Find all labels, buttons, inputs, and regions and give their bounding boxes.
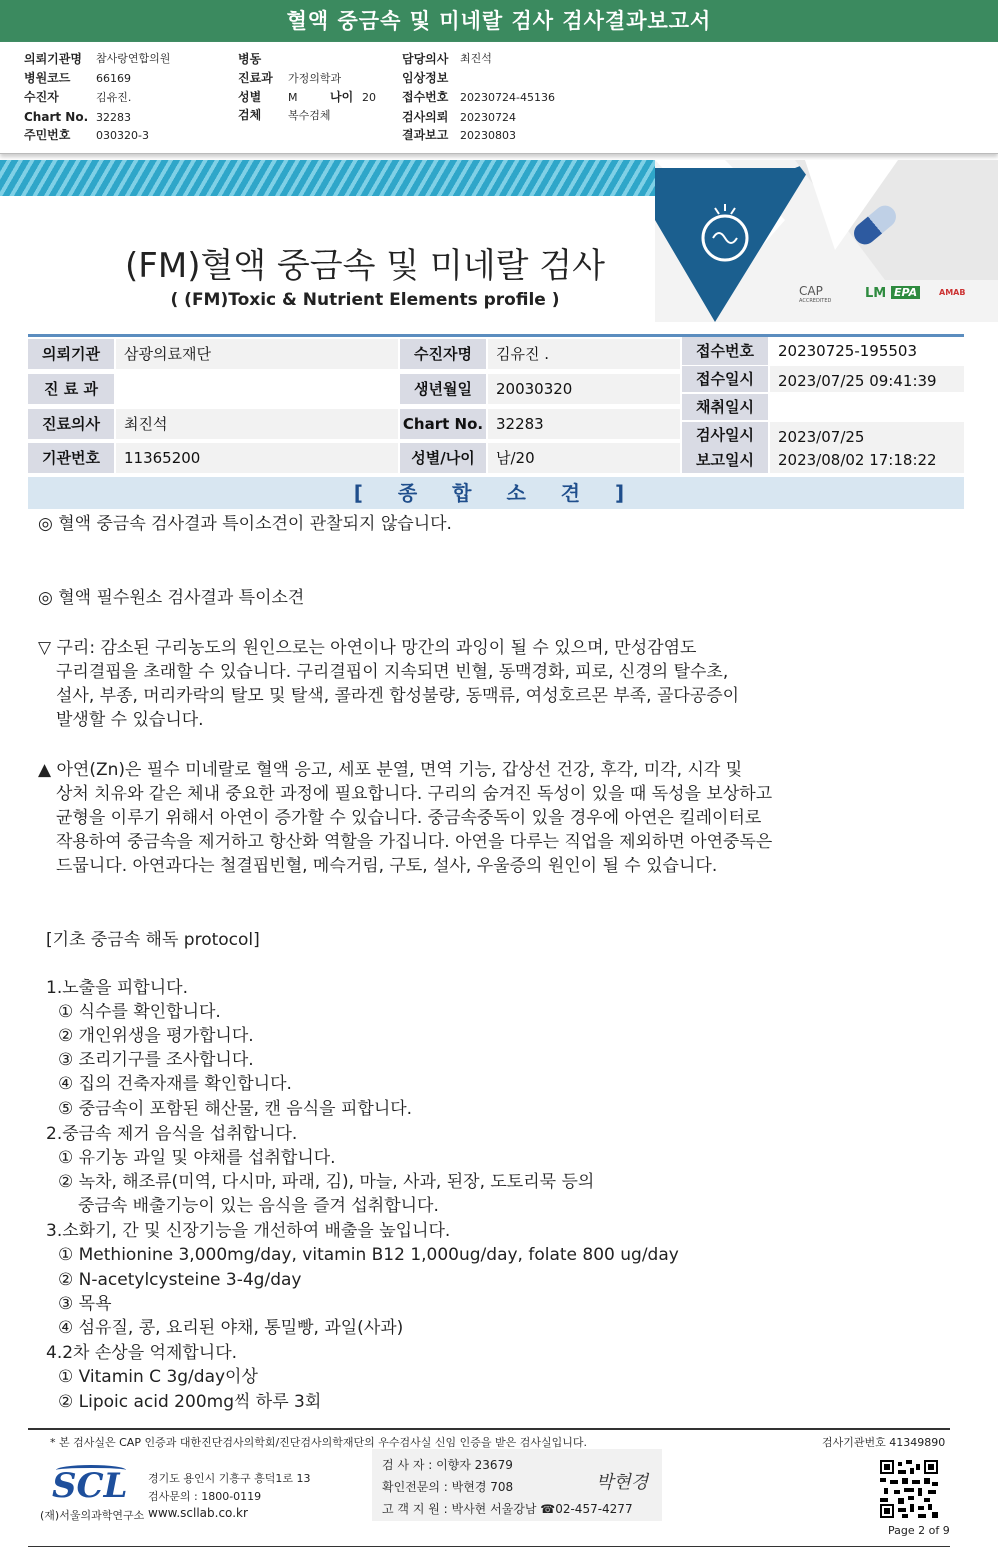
summary-line: 드뭅니다. 아연과다는 철결핍빈혈, 메슥거림, 구토, 설사, 우울증의 원인이 될 수 있습니다. (56, 856, 718, 876)
info-value (770, 394, 964, 420)
test-title: (FM)혈액 중금속 및 미네랄 검사 (125, 246, 605, 286)
header-value: 32283 (96, 111, 131, 124)
info-label: 접수일시 (682, 366, 768, 392)
summary-line: ◎ 혈액 필수원소 검사결과 특이소견 (38, 588, 305, 608)
info-value: 남/20 (488, 443, 680, 473)
info-value: 최진석 (116, 409, 398, 439)
header-value: 030320-3 (96, 129, 149, 142)
header-value: 복수검체 (288, 109, 331, 122)
summary-line: ② 녹차, 해조류(미역, 다시마, 파래, 김), 마늘, 사과, 된장, 도토리묵 등의 (58, 1172, 595, 1192)
header-label: 수진자 (24, 90, 59, 104)
header-value: 최진석 (460, 52, 492, 65)
summary-line: ② N-acetylcysteine 3-4g/day (58, 1270, 302, 1290)
summary-line: ④ 섬유질, 콩, 요리된 야채, 통밀빵, 과일(사과) (58, 1318, 404, 1338)
header-label: 임상정보 (402, 71, 449, 85)
summary-line: 4.2차 손상을 억제합니다. (46, 1343, 238, 1363)
summary-line: ③ 목욕 (58, 1294, 112, 1314)
summary-line: ▲ 아연(Zn)은 필수 미네랄로 혈액 응고, 세포 분열, 면역 기능, 갑상선 건강, 후각, 미각, 시각 및 (38, 760, 743, 780)
signature: 박현경 (596, 1472, 649, 1493)
certification-note: * 본 검사실은 CAP 인증과 대한진단검사의학회/진단검사의학재단의 우수검사실 신임 인증을 받은 검사실입니다. (50, 1436, 588, 1449)
header-value: M (288, 91, 298, 104)
amab-logo: AMAB (939, 288, 966, 297)
header-label: 담당의사 (402, 52, 449, 66)
summary-line: 중금속 배출기능이 있는 음식을 즐겨 섭취합니다. (78, 1196, 439, 1216)
header-value: 김유진. (96, 91, 132, 104)
info-value: 20030320 (488, 374, 680, 404)
summary-line: ▽ 구리: 감소된 구리농도의 원인으로는 아연이나 망간의 과잉이 될 수 있으며, 만성감염도 (38, 638, 697, 658)
info-label: 채취일시 (682, 394, 768, 420)
summary-line: ① 식수를 확인합니다. (58, 1002, 221, 1022)
info-value: 20230725-195503 (770, 337, 964, 365)
header-value: 참사랑연합의원 (96, 52, 171, 65)
header-label: 병동 (238, 52, 262, 66)
summary-line: 발생할 수 있습니다. (56, 710, 204, 730)
footer-divider (28, 1428, 950, 1430)
info-value: 11365200 (116, 443, 398, 473)
summary-line: ① Methionine 3,000mg/day, vitamin B12 1,000ug/day, folate 800 ug/day (58, 1245, 679, 1265)
info-label: 생년월일 (400, 374, 486, 404)
summary-line: 균형을 이루기 위해서 아연이 증가할 수 있습니다. 중금속중독이 있을 경우에 아연은 킬레이터로 (56, 808, 762, 828)
qr-code-icon (880, 1460, 938, 1518)
info-label: 진료의사 (28, 409, 114, 439)
header-value: 20230724-45136 (460, 91, 555, 104)
info-label: 의뢰기관 (28, 339, 114, 369)
header-label: 의뢰기관명 (24, 52, 82, 66)
epa-logo: EPA (891, 286, 920, 299)
summary-line: 2.중금속 제거 음식을 섭취합니다. (46, 1124, 298, 1144)
summary-line: ③ 조리기구를 조사합니다. (58, 1050, 254, 1070)
header-label: Chart No. (24, 110, 89, 124)
report-title-bar: 혈액 중금속 및 미네랄 검사 검사결과보고서 (0, 0, 998, 42)
summary-line: ② Lipoic acid 200mg씩 하루 3회 (58, 1392, 322, 1412)
header-label: 병원코드 (24, 71, 71, 85)
summary-line: 상처 치유와 같은 체내 중요한 과정에 필요합니다. 구리의 숨겨진 독성이 있을 때 독성을 보상하고 (56, 784, 773, 804)
info-value: 2023/07/25 (770, 422, 964, 448)
info-label: 기관번호 (28, 443, 114, 473)
header-value: 가정의학과 (288, 72, 342, 85)
info-label: 진 료 과 (28, 374, 114, 404)
summary-line: ① 유기농 과일 및 야채를 섭취합니다. (58, 1148, 336, 1168)
staff-line: 확인전문의 : 박현경 708 (382, 1480, 514, 1494)
header-label: 검체 (238, 108, 262, 122)
summary-line: 1.노출을 피합니다. (46, 978, 188, 998)
staff-line: 검 사 자 : 이향자 23679 (382, 1458, 513, 1472)
inquiry-phone: 검사문의 : 1800-0119 (148, 1490, 262, 1503)
website-link[interactable]: www.scllab.co.kr (148, 1506, 248, 1520)
summary-line: ① Vitamin C 3g/day이상 (58, 1367, 258, 1387)
summary-line: ◎ 혈액 중금속 검사결과 특이소견이 관찰되지 않습니다. (38, 514, 452, 534)
address: 경기도 용인시 기흥구 흥덕1로 13 (148, 1472, 311, 1485)
info-label: 접수번호 (682, 337, 768, 365)
header-value: 20230724 (460, 111, 516, 124)
cap-sub-label: ACCREDITED (799, 298, 832, 304)
header-value: 66169 (96, 72, 131, 85)
summary-line: ④ 집의 건축자재를 확인합니다. (58, 1074, 292, 1094)
summary-line: 3.소화기, 간 및 신장기능을 개선하여 배출을 높입니다. (46, 1221, 451, 1241)
info-value: 2023/07/25 09:41:39 (770, 366, 964, 392)
info-label: 검사일시 (682, 422, 768, 448)
header-label: 진료과 (238, 71, 273, 85)
info-value: 삼광의료재단 (116, 339, 398, 369)
info-label: 성별/나이 (400, 443, 486, 473)
report-header (0, 42, 998, 154)
header-label: 결과보고 (402, 128, 449, 142)
summary-line: ⑤ 중금속이 포함된 해산물, 캔 음식을 피합니다. (58, 1099, 413, 1119)
summary-line: 작용하여 중금속을 제거하고 항산화 역할을 가집니다. 아연을 다루는 직업을 제외하면 아연중독은 (56, 832, 773, 852)
header-label: 주민번호 (24, 128, 71, 142)
staff-line: 고 객 지 원 : 박사현 서울강남 ☎02-457-4277 (382, 1502, 633, 1516)
info-value: 32283 (488, 409, 680, 439)
test-subtitle: ( (FM)Toxic & Nutrient Elements profile ) (170, 290, 560, 310)
summary-line: ② 개인위생을 평가합니다. (58, 1026, 254, 1046)
info-label: 수진자명 (400, 339, 486, 369)
info-value: 김유진 . (488, 339, 680, 369)
header-value: 20 (362, 91, 376, 104)
cap-label: CAP (799, 284, 823, 298)
lm-logo: LM (865, 286, 887, 301)
scl-logo: SCL (52, 1466, 128, 1506)
page-number: Page 2 of 9 (888, 1524, 950, 1537)
summary-heading: [ 종 합 소 견 ] (28, 477, 964, 509)
summary-line: 설사, 부종, 머리카락의 탈모 및 탈색, 콜라겐 합성불량, 동맥류, 여성호르몬 부족, 골다공증이 (56, 686, 740, 706)
scl-logo-swoosh (56, 1465, 126, 1475)
registration-number: 검사기관번호 41349890 (822, 1436, 946, 1449)
header-label: 나이 (330, 90, 354, 104)
header-value: 20230803 (460, 129, 516, 142)
header-label: 검사의뢰 (402, 110, 449, 124)
info-label: 보고일시 (682, 447, 768, 473)
org-name: (재)서울의과학연구소 (40, 1509, 145, 1522)
footer-bottom-line (28, 1546, 950, 1547)
info-value: 2023/08/02 17:18:22 (770, 447, 964, 473)
summary-line: 구리결핍을 초래할 수 있습니다. 구리결핍이 지속되면 빈혈, 동맥경화, 피로, 신경의 탈수초, (56, 662, 729, 682)
cap-logo (799, 284, 831, 304)
header-label: 접수번호 (402, 90, 449, 104)
header-label: 성별 (238, 90, 262, 104)
info-label: Chart No. (400, 409, 486, 439)
summary-line: [기초 중금속 해독 protocol] (46, 930, 260, 950)
